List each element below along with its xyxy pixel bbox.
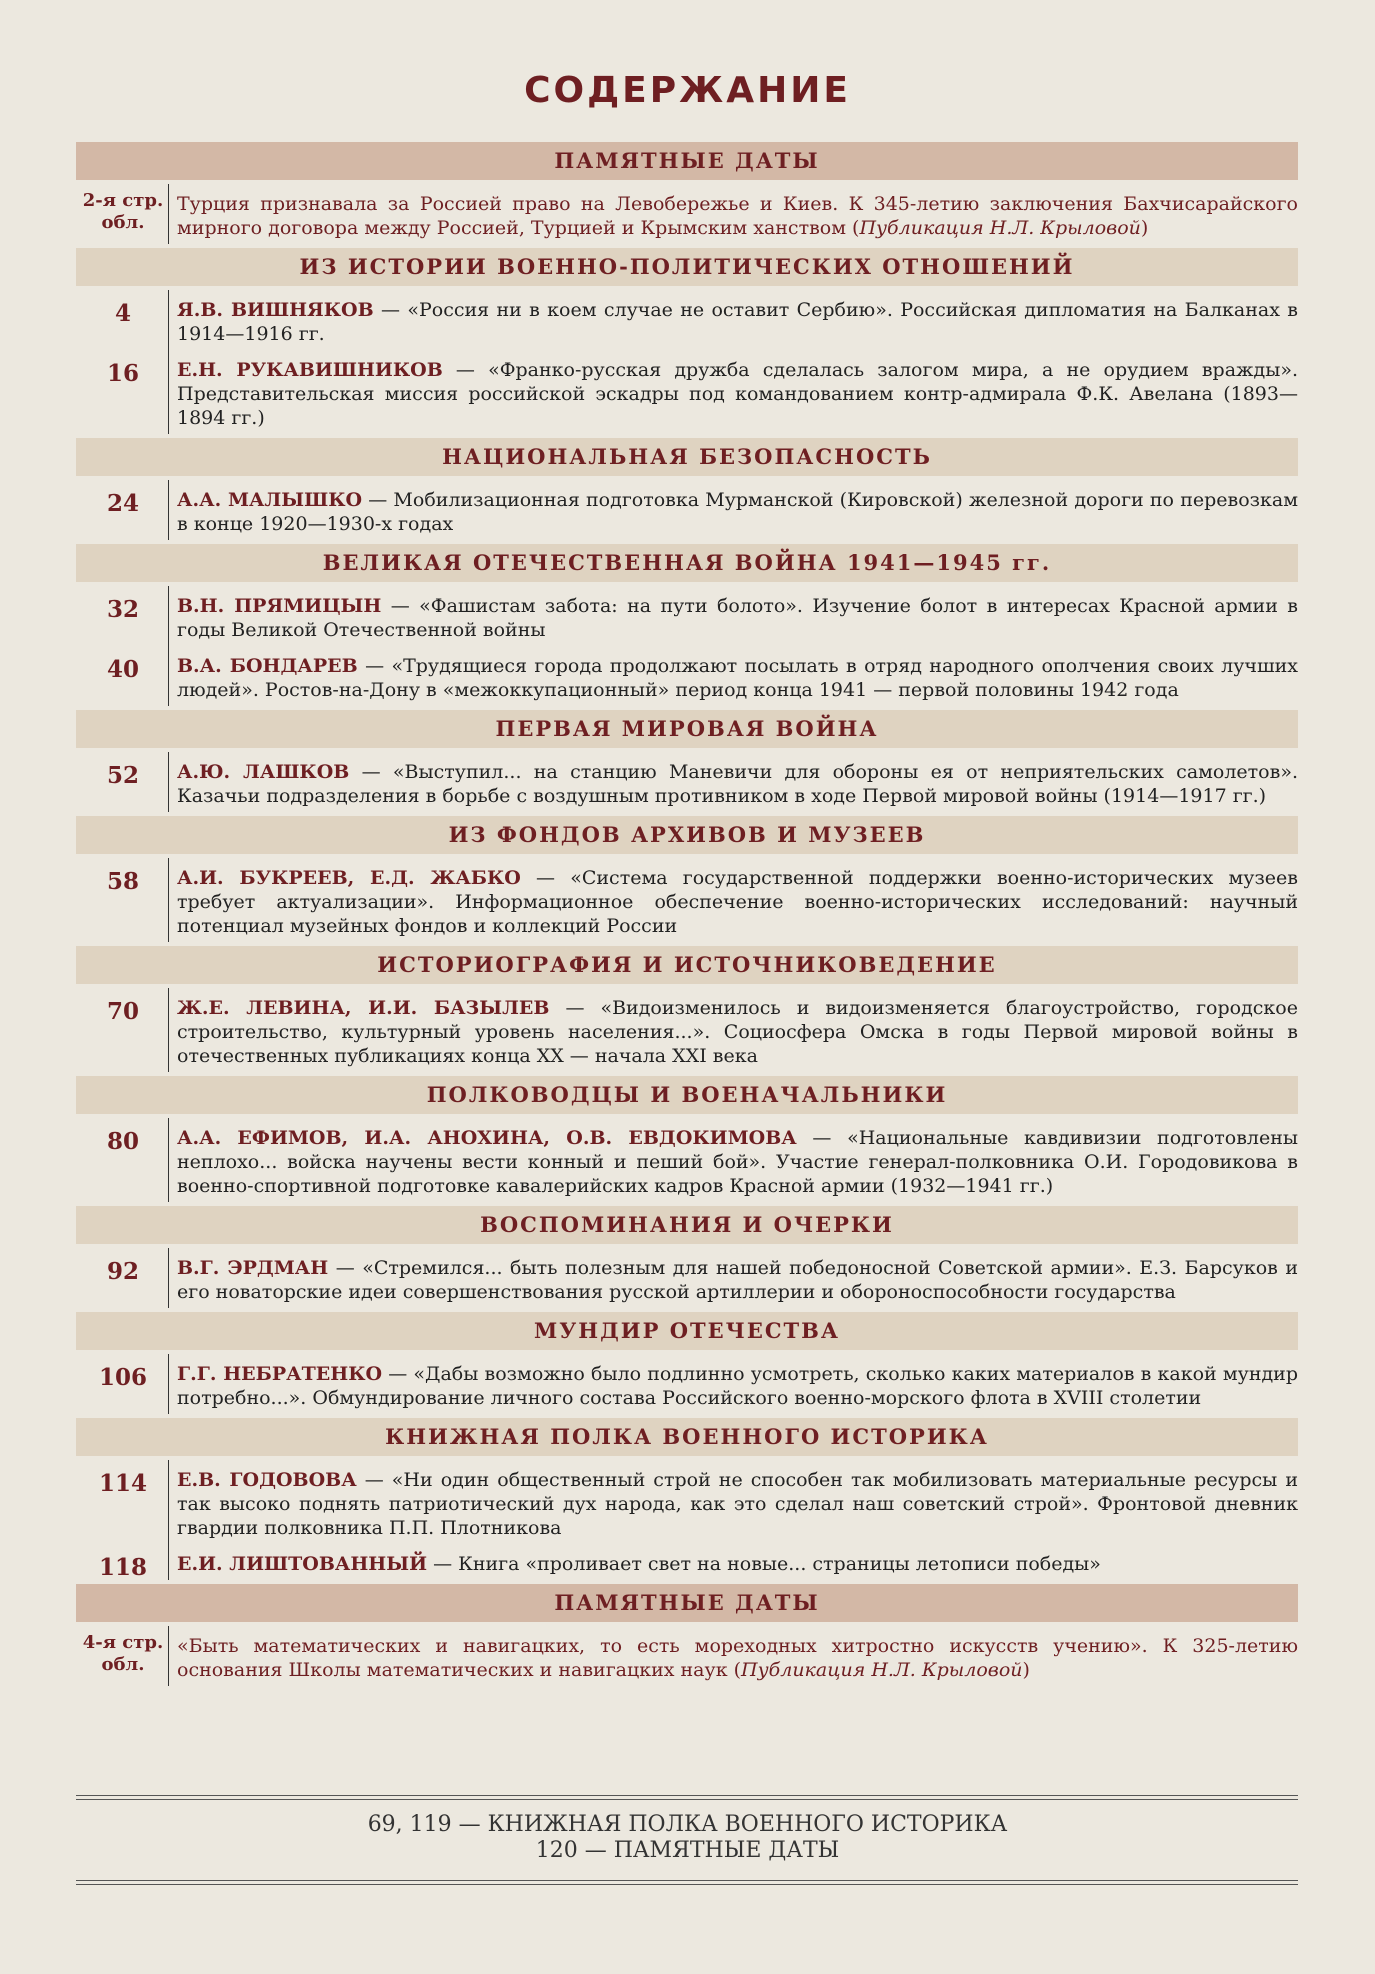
toc-entry[interactable] bbox=[106, 646, 1299, 706]
page-number: 4 bbox=[114, 300, 131, 327]
toc-entry[interactable] bbox=[114, 290, 1298, 350]
entry-text bbox=[177, 488, 1298, 536]
section-entries bbox=[76, 586, 1298, 706]
entry-title: Турция признавала за Россией право на Левобережье и Киев. К 345-летию заключения Бахчисарайского мирного договора между Россией, Турцией и Крымским ханством ( bbox=[177, 193, 1298, 239]
entry-title: — «Франко-русская дружба сделалась залогом мира, а не орудием вражды». Представительская миссия российской эскадры под командованием контр-адмирала Ф.К. Авелана (1893—1894 гг.) bbox=[177, 359, 1298, 429]
entry-author: Е.В. ГОДОВОВА bbox=[177, 1469, 357, 1491]
toc-entry[interactable] bbox=[106, 752, 1298, 812]
section-entries bbox=[76, 1460, 1298, 1580]
entry-title: — «Система государственной поддержки военно-исторических музеев требует актуализации». Информационное обеспечение военно-исторических исследований: научный потенциал музейных фондов и коллекций России bbox=[177, 867, 1298, 937]
entry-author: В.Г. ЭРДМАН bbox=[177, 1257, 329, 1279]
entry-text bbox=[177, 298, 1298, 346]
section-entries bbox=[76, 752, 1298, 812]
section-heading: ИСТОРИОГРАФИЯ И ИСТОЧНИКОВЕДЕНИЕ bbox=[76, 946, 1298, 984]
toc-entry[interactable] bbox=[106, 1118, 1298, 1202]
page-number: 58 bbox=[106, 868, 139, 895]
section-heading: КНИЖНАЯ ПОЛКА ВОЕННОГО ИСТОРИКА bbox=[76, 1418, 1298, 1456]
section-entries bbox=[76, 480, 1298, 540]
entry-publication-note: Публикация Н.Л. Крыловой bbox=[859, 217, 1141, 239]
entry-author: А.Ю. ЛАШКОВ bbox=[177, 761, 350, 783]
section-entries bbox=[76, 988, 1298, 1072]
footer-line-2: 120 — ПАМЯТНЫЕ ДАТЫ bbox=[535, 1838, 840, 1863]
page-number: 4-я стр. обл. bbox=[82, 1632, 164, 1675]
entry-title: — «Трудящиеся города продолжают посылать в отряд народного ополчения своих лучших людей». Ростов-на-Дону в «межоккупационный» период конца 1941 — первой половины 1942 года bbox=[177, 655, 1299, 701]
footer-summary bbox=[0, 1812, 1375, 1864]
section-entries bbox=[76, 184, 1298, 244]
table-of-contents bbox=[76, 142, 1298, 1690]
entry-text bbox=[177, 866, 1298, 938]
entry-author: А.И. БУКРЕЕВ, Е.Д. ЖАБКО bbox=[177, 867, 521, 889]
entry-text bbox=[177, 1362, 1298, 1410]
entry-author: Е.Н. РУКАВИШНИКОВ bbox=[177, 359, 443, 381]
entry-title: — «Национальные кавдивизии подготовлены неплохо... войска научены вести конный и пеший бой». Участие генерал-полковника О.И. Городовикова в военно-спортивной подготовке кавалерийских кадров Красной армии (1932—1941 гг.) bbox=[177, 1127, 1298, 1197]
toc-entry[interactable] bbox=[106, 858, 1298, 942]
toc-entry[interactable] bbox=[98, 1354, 1299, 1414]
footer-top-rule bbox=[76, 1795, 1298, 1800]
entry-title: — Мобилизационная подготовка Мурманской (Кировской) железной дороги по перевозкам в конце 1920—1930-х годах bbox=[177, 489, 1298, 535]
entry-author: Ж.Е. ЛЕВИНА, И.И. БАЗЫЛЕВ bbox=[177, 997, 550, 1019]
toc-entry[interactable] bbox=[82, 184, 1298, 244]
entry-author: В.Н. ПРЯМИЦЫН bbox=[177, 595, 382, 617]
section-entries bbox=[76, 1354, 1298, 1414]
section-heading: МУНДИР ОТЕЧЕСТВА bbox=[76, 1312, 1298, 1350]
entry-text bbox=[177, 1256, 1298, 1304]
toc-entry[interactable] bbox=[106, 480, 1298, 540]
section-heading: ВЕЛИКАЯ ОТЕЧЕСТВЕННАЯ ВОЙНА 1941—1945 гг. bbox=[76, 544, 1298, 582]
entry-text bbox=[177, 1552, 1298, 1576]
entry-text bbox=[177, 594, 1298, 642]
entry-title: — «Фашистам забота: на пути болото». Изучение болот в интересах Красной армии в годы Великой Отечественной войны bbox=[177, 595, 1298, 641]
section-heading: ВОСПОМИНАНИЯ И ОЧЕРКИ bbox=[76, 1206, 1298, 1244]
section-heading: ПЕРВАЯ МИРОВАЯ ВОЙНА bbox=[76, 710, 1298, 748]
page-number: 2-я стр. обл. bbox=[82, 190, 164, 233]
section-heading: НАЦИОНАЛЬНАЯ БЕЗОПАСНОСТЬ bbox=[76, 438, 1298, 476]
section-heading: ПОЛКОВОДЦЫ И ВОЕНАЧАЛЬНИКИ bbox=[76, 1076, 1298, 1114]
entry-text bbox=[177, 654, 1298, 702]
page-number: 52 bbox=[106, 762, 139, 789]
entry-title: — «Ни один общественный строй не способен так мобилизовать материальные ресурсы и так высоко поднять патриотический дух народа, как это сделал наш советский строй». Фронтовой дневник гвардии полковника П.П. Плотникова bbox=[177, 1469, 1298, 1539]
toc-entry[interactable] bbox=[106, 1248, 1298, 1308]
section-entries bbox=[76, 290, 1298, 434]
toc-entry[interactable] bbox=[106, 350, 1298, 434]
section-heading: ИЗ ИСТОРИИ ВОЕННО-ПОЛИТИЧЕСКИХ ОТНОШЕНИЙ bbox=[76, 248, 1298, 286]
entry-tail: ) bbox=[1140, 217, 1149, 239]
section-heading: ИЗ ФОНДОВ АРХИВОВ И МУЗЕЕВ bbox=[76, 816, 1298, 854]
page-number: 32 bbox=[106, 596, 139, 623]
entry-text bbox=[177, 1634, 1298, 1682]
entry-author: А.А. ЕФИМОВ, И.А. АНОХИНА, О.В. ЕВДОКИМОВА bbox=[177, 1127, 797, 1149]
footer-bottom-rule bbox=[76, 1880, 1298, 1885]
section-heading: ПАМЯТНЫЕ ДАТЫ bbox=[76, 1584, 1298, 1622]
entry-text bbox=[177, 358, 1298, 430]
page-number: 24 bbox=[106, 490, 139, 517]
page-number: 114 bbox=[98, 1470, 147, 1497]
page-number: 16 bbox=[106, 360, 139, 387]
section-heading: ПАМЯТНЫЕ ДАТЫ bbox=[76, 142, 1298, 180]
section-entries bbox=[76, 1626, 1298, 1686]
entry-author: Я.В. ВИШНЯКОВ bbox=[177, 299, 374, 321]
page-number: 106 bbox=[98, 1364, 147, 1391]
toc-entry[interactable] bbox=[98, 1544, 1298, 1581]
entry-title: — «Россия ни в коем случае не оставит Сербию». Российская дипломатия на Балканах в 1914—1916 гг. bbox=[177, 299, 1298, 345]
entry-title: «Быть математических и навигацких, то есть мореходных хитростно искусств учению». К 325-летию основания Школы математических и навигацких наук ( bbox=[177, 1635, 1298, 1681]
toc-entry[interactable] bbox=[82, 1626, 1298, 1686]
entry-author: В.А. БОНДАРЕВ bbox=[177, 655, 358, 677]
toc-entry[interactable] bbox=[106, 988, 1298, 1072]
page-number: 92 bbox=[106, 1258, 139, 1285]
entry-text bbox=[177, 996, 1298, 1068]
page-number: 118 bbox=[98, 1554, 147, 1581]
entry-publication-note: Публикация Н.Л. Крыловой bbox=[741, 1659, 1023, 1681]
entry-title: — «Видоизменилось и видоизменяется благоустройство, городское строительство, культурный уровень населения...». Социосфера Омска в годы Первой мировой войны в отечественных публикациях конца XX — начала XXI века bbox=[177, 997, 1298, 1067]
entry-title: — Книга «проливает свет на новые... страницы летописи победы» bbox=[427, 1553, 1101, 1575]
entry-author: А.А. МАЛЫШКО bbox=[177, 489, 363, 511]
entry-title: — «Дабы возможно было подлинно усмотреть, сколько каких материалов в какой мундир потребно...». Обмундирование личного состава Российского военно-морского флота в XVIII столетии bbox=[177, 1363, 1299, 1409]
section-entries bbox=[76, 1118, 1298, 1202]
toc-entry[interactable] bbox=[98, 1460, 1298, 1544]
entry-text bbox=[177, 760, 1298, 808]
toc-entry[interactable] bbox=[106, 586, 1298, 646]
section-entries bbox=[76, 858, 1298, 942]
entry-text bbox=[177, 192, 1298, 240]
section-entries bbox=[76, 1248, 1298, 1308]
page-title: СОДЕРЖАНИЕ bbox=[524, 70, 851, 111]
entry-tail: ) bbox=[1022, 1659, 1030, 1681]
page-number: 70 bbox=[106, 998, 139, 1025]
entry-title: — «Выступил... на станцию Маневичи для обороны ея от неприятельских самолетов». Казачьи подразделения в борьбе с воздушным противником в ходе Первой мировой войны (1914—1917 гг.) bbox=[177, 761, 1298, 807]
page-number: 80 bbox=[106, 1128, 139, 1155]
entry-author: Г.Г. НЕБРАТЕНКО bbox=[177, 1363, 383, 1385]
entry-text bbox=[177, 1126, 1298, 1198]
entry-author: Е.И. ЛИШТОВАННЫЙ bbox=[177, 1553, 428, 1575]
entry-title: — «Стремился... быть полезным для нашей победоносной Советской армии». Е.З. Барсуков и его новаторские идеи совершенствования русской артиллерии и обороноспособности государства bbox=[177, 1257, 1298, 1303]
entry-text bbox=[177, 1468, 1298, 1540]
footer-line-1: 69, 119 — КНИЖНАЯ ПОЛКА ВОЕННОГО ИСТОРИКА bbox=[367, 1812, 1008, 1837]
page-number: 40 bbox=[106, 656, 139, 683]
